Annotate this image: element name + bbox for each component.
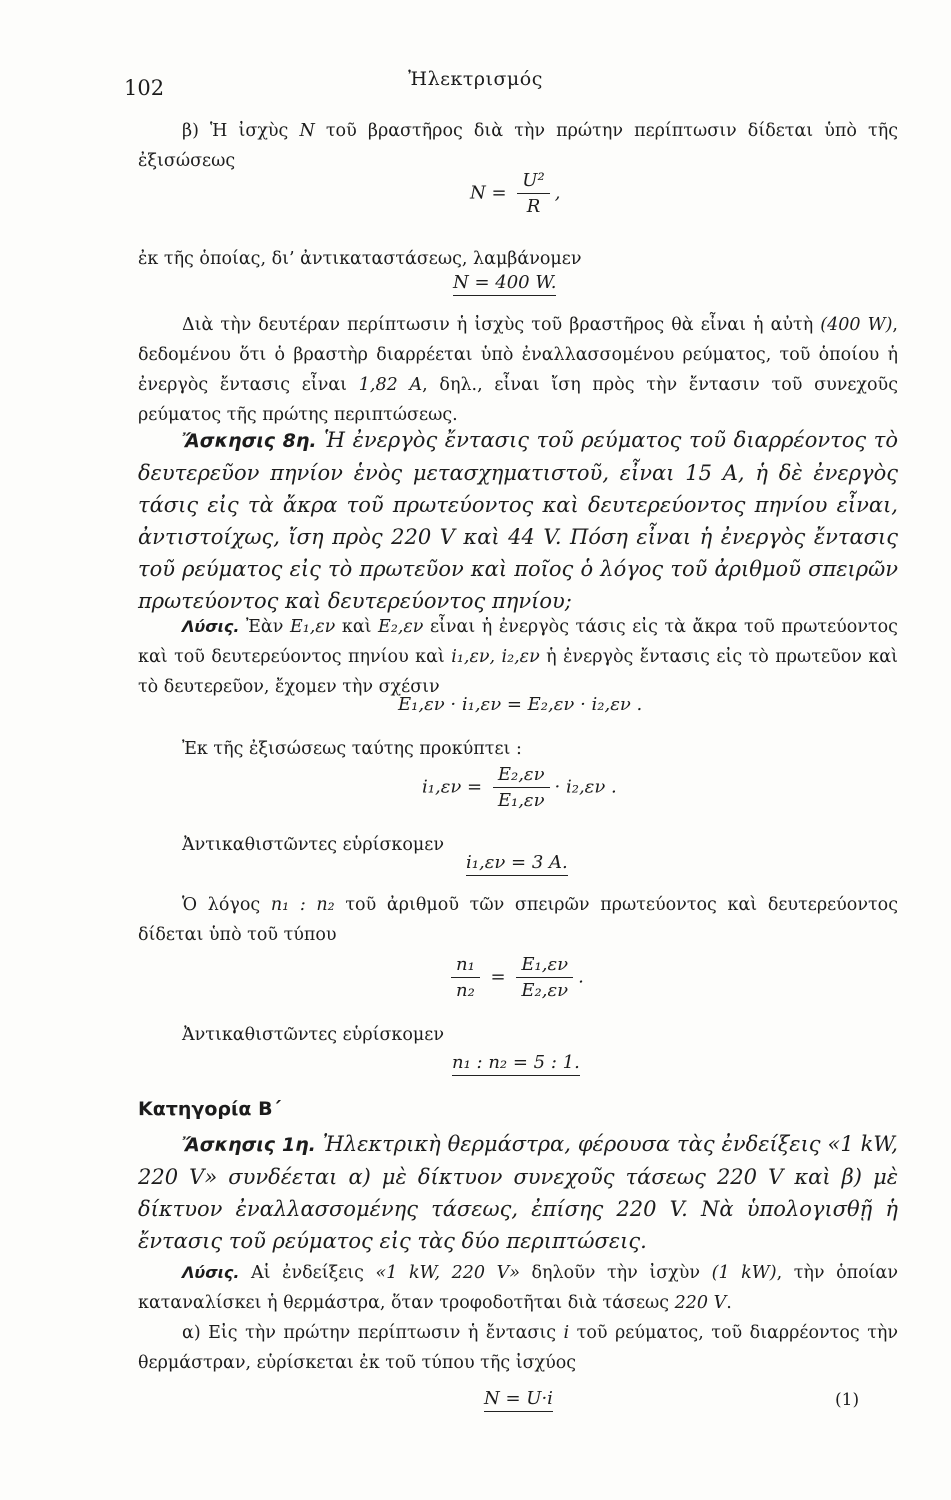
paragraph-second-case: Διὰ τὴν δευτέραν περίπτωσιν ἡ ἰσχὺς τοῦ βραστῆρος θὰ εἶναι ἡ αὐτὴ (400 W), δεδομένου ὅτι ὁ βραστὴρ διαρρέεται ὑπὸ ἐναλλασσομένου ρεύματος, τοῦ ὁποίου ἡ ἐνεργὸς ἔντασις εἶναι 1,82 A, δηλ., εἶναι ἴση πρὸς τὴν ἔντασιν τοῦ συνεχοῦς ρεύματος τῆς πρώτης περιπτώσεως.	[138, 315, 898, 425]
equation-power-resistance: N = $\frac{\text{U²}}{R}$ ,	[470, 170, 561, 217]
fraction: $\frac{\text{E₂,εν}}{\text{E₁,εν}}$	[493, 764, 550, 811]
exercise-1: Ἄσκησις 1η. Ἠλεκτρικὴ θερμάστρα, φέρουσα τὰς ἐνδείξεις «1 kW, 220 V» συνδέεται α) μὲ δίκτυον συνεχοῦς τάσεως 220 V καὶ β) μὲ δίκτυον ἐναλλασσομένης τάσεως, ἐπίσης 220 V. Νὰ ὑπολογισθῇ ἡ ἔντασις τοῦ ρεύματος εἰς τὰς δύο περιπτώσεις.	[138, 1132, 898, 1253]
equation-primary-current-result: i₁,εν = 3 A.	[466, 852, 568, 873]
solution-label: Λύσις.	[182, 1263, 240, 1282]
equation-turns-ratio: $\frac{\text{n₁}}{\text{n₂}}$ = $\frac{\text{E₁,εν}}{\text{E₂,εν}}$ .	[446, 954, 584, 1001]
solution-8: Λύσις. Ἐὰν E₁,εν καὶ E₂,εν εἶναι ἡ ἐνεργὸς τάσις εἰς τὰ ἄκρα τοῦ πρωτεύοντος καὶ τοῦ δευτερεύοντος πηνίου καὶ i₁,εν, i₂,εν ἡ ἐνεργὸς ἔντασις εἰς τὸ πρωτεῦον καὶ τὸ δευτερεῦον, ἔχομεν τὴν σχέσιν	[138, 617, 898, 697]
exercise-label: Ἄσκησις 8η.	[182, 430, 317, 452]
category-heading: Κατηγορία Β΄	[138, 1098, 281, 1120]
equation-power-result: N = 400 W.	[453, 272, 556, 293]
solution-1: Λύσις. Αἱ ἐνδείξεις «1 kW, 220 V» δηλοῦν τὴν ἰσχὺν (1 kW), τὴν ὁποίαν καταναλίσκει ἡ θερμάστρα, ὅταν τροφοδοτῆται διὰ τάσεως 220 V.	[138, 1263, 898, 1313]
exercise-8: Ἄσκησις 8η. Ἡ ἐνεργὸς ἔντασις τοῦ ρεύματος τοῦ διαρρέοντος τὸ δευτερεῦον πηνίον ἑνὸς μετασχηματιστοῦ, εἶναι 15 A, ἡ δὲ ἐνεργὸς τάσις εἰς τὰ ἄκρα τοῦ πρωτεύοντος καὶ δευτερεύοντος πηνίου εἶναι, ἀντιστοίχως, ἴση πρὸς 220 V καὶ 44 V. Πόση εἶναι ἡ ἐνεργὸς ἔντασις τοῦ ρεύματος εἰς τὸ πρωτεῦον καὶ ποῖος ὁ λόγος τοῦ ἀριθμοῦ σπειρῶν πρωτεύοντος καὶ δευτερεύοντος πηνίου;	[138, 428, 898, 613]
paragraph-substitute-2: Ἀντικαθιστῶντες εὑρίσκομεν	[182, 1025, 444, 1045]
fraction: $\frac{\text{U²}}{R}$	[517, 170, 549, 217]
equation-power-balance: E₁,εν · i₁,εν = E₂,εν · i₂,εν .	[398, 694, 643, 715]
running-header: Ἠλεκτρισμός	[408, 68, 543, 90]
paragraph-case-a: α) Εἰς τὴν πρώτην περίπτωσιν ἡ ἔντασις i τοῦ ρεύματος, τοῦ διαρρέοντος τὴν θερμάστραν, εὑρίσκεται ἐκ τοῦ τύπου τῆς ἰσχύος	[138, 1323, 898, 1373]
solution-label: Λύσις.	[182, 617, 240, 636]
equation-turns-ratio-result: n₁ : n₂ = 5 : 1.	[452, 1052, 580, 1073]
paragraph-derivation: Ἐκ τῆς ἐξισώσεως ταύτης προκύπτει :	[182, 739, 522, 759]
page-number: 102	[124, 76, 165, 100]
exercise-label: Ἄσκησις 1η.	[182, 1134, 316, 1156]
equation-primary-current: i₁,εν = $\frac{\text{E₂,εν}}{\text{E₁,εν}}$ · i₂,εν .	[422, 764, 617, 811]
paragraph-substitution: ἐκ τῆς ὁποίας, δι’ ἀντικαταστάσεως, λαμβάνομεν	[138, 249, 582, 269]
equation-number: (1)	[835, 1390, 860, 1410]
paragraph-power-intro: β) Ἡ ἰσχὺς N τοῦ βραστῆρος διὰ τὴν πρώτην περίπτωσιν δίδεται ὑπὸ τῆς ἐξισώσεως	[138, 121, 898, 171]
paragraph-substitute-1: Ἀντικαθιστῶντες εὑρίσκομεν	[182, 835, 444, 855]
fraction: $\frac{\text{E₁,εν}}{\text{E₂,εν}}$	[516, 954, 573, 1001]
paragraph-turns-ratio: Ὁ λόγος n₁ : n₂ τοῦ ἀριθμοῦ τῶν σπειρῶν πρωτεύοντος καὶ δευτερεύοντος δίδεται ὑπὸ τοῦ τύπου	[138, 895, 898, 945]
fraction: $\frac{\text{n₁}}{\text{n₂}}$	[451, 954, 480, 1001]
equation-power-formula: N = U·i	[484, 1388, 553, 1409]
